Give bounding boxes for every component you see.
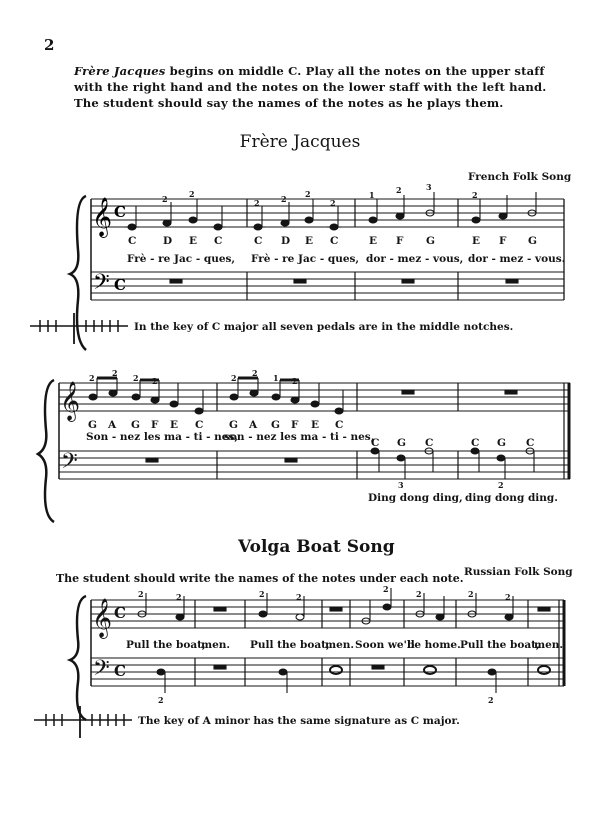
note [128, 224, 136, 230]
lyric: Son - nez les ma - ti - nes, [86, 431, 239, 443]
fingering: 2 [488, 695, 494, 705]
fingering: 1 [273, 373, 279, 383]
lyric: Ding dong ding, [368, 492, 463, 504]
note [163, 220, 171, 226]
note [369, 217, 377, 223]
note-name: G [271, 419, 280, 431]
bass-clef-icon: 𝄢 [61, 449, 78, 479]
note [472, 217, 480, 223]
note-name: E [170, 419, 179, 431]
fingering: 2 [89, 373, 95, 383]
lyric: Pull the boat, [126, 639, 206, 651]
treble-clef-icon: 𝄞 [60, 381, 81, 421]
treble-clef-icon: 𝄞 [92, 598, 113, 638]
note-name: C [471, 437, 480, 449]
lyric: Frè - re Jac - ques, [127, 253, 236, 265]
lyric: men. [201, 639, 231, 651]
lyric: dor - mez - vous, [366, 253, 464, 265]
note-name: E [305, 235, 314, 247]
fingering: 2 [189, 189, 195, 199]
lyric: Frè - re Jac - ques, [251, 253, 360, 265]
page-number: 2 [44, 36, 55, 54]
fingering: 2 [281, 194, 287, 204]
note [396, 213, 404, 219]
whole-rest [170, 279, 182, 283]
lyric: Pull the boat, [250, 639, 330, 651]
note-name: C [195, 419, 204, 431]
fingering: 2 [176, 592, 182, 602]
fingering: 2 [133, 373, 139, 383]
time-signature-bass: C [114, 276, 126, 294]
fingering: 2 [472, 190, 478, 200]
note-name: D [281, 235, 291, 247]
volga-instruction: The student should write the names of the notes under each note. [56, 572, 464, 585]
note-name: G [497, 437, 506, 449]
note [214, 224, 222, 230]
system-brace [70, 196, 86, 350]
fingering: 2 [505, 592, 511, 602]
fingering: 2 [152, 376, 158, 386]
whole-rest [402, 279, 414, 283]
system-brace [38, 380, 54, 522]
song-title-volga: Volga Boat Song [238, 537, 395, 557]
fingering: 2 [112, 368, 118, 378]
system-brace [70, 596, 86, 720]
fingering: 2 [396, 185, 402, 195]
note [254, 224, 262, 230]
fingering: 2 [330, 198, 336, 208]
note-name: F [291, 419, 299, 431]
note-name: C [335, 419, 344, 431]
whole-rest [294, 279, 306, 283]
note-name: G [426, 235, 435, 247]
lyric: dor - mez - vous. [468, 253, 566, 265]
note-name: G [397, 437, 406, 449]
note [305, 217, 313, 223]
note [330, 224, 338, 230]
song-title-frere-jacques: Frère Jacques [239, 132, 361, 152]
bass-clef-icon: 𝄢 [93, 656, 110, 686]
note-name: E [369, 235, 378, 247]
fingering: 2 [231, 373, 237, 383]
note [281, 220, 289, 226]
lyric: Soon we'll [355, 639, 415, 651]
note-name: C [128, 235, 137, 247]
note-name: E [311, 419, 320, 431]
intro-title-ref: Frère Jacques [74, 64, 166, 78]
fingering: 2 [254, 198, 260, 208]
fingering: 2 [416, 589, 422, 599]
fingering: 2 [296, 592, 302, 602]
lyric: son - nez les ma - ti - nes, [224, 431, 375, 443]
song-credit-french: French Folk Song [468, 171, 572, 183]
note-name: C [254, 235, 263, 247]
note-name: C [526, 437, 535, 449]
time-signature: C [114, 604, 126, 622]
note-name: C [425, 437, 434, 449]
fingering: 2 [468, 589, 474, 599]
note-name: A [108, 419, 117, 431]
note-name: C [371, 437, 380, 449]
note-name: G [528, 235, 537, 247]
lyric: be home. [407, 639, 461, 651]
lyric: Pull the boat, [460, 639, 540, 651]
pedal-note-1: In the key of C major all seven pedals are in the middle notches. [134, 321, 514, 333]
note-name: G [88, 419, 97, 431]
note-name: G [229, 419, 238, 431]
time-signature: C [114, 203, 126, 221]
intro-text: begins on middle C. Play all the notes on the upper staff with the right hand and the notes on the lower staff with the left hand. The student should say the names of the notes as he plays them. [74, 64, 547, 110]
fingering: 2 [383, 584, 389, 594]
time-signature-bass: C [114, 662, 126, 680]
lyric: men. [325, 639, 355, 651]
pedal-diagram-icon [34, 706, 132, 738]
note-name: C [214, 235, 223, 247]
note-name: F [151, 419, 159, 431]
fingering: 2 [158, 695, 164, 705]
note-name: E [189, 235, 198, 247]
fingering: 1 [369, 190, 375, 200]
whole-rest [506, 279, 518, 283]
fingering: 3 [398, 480, 404, 490]
note [189, 217, 197, 223]
fingering: 2 [138, 589, 144, 599]
pedal-note-2: The key of A minor has the same signature as C major. [138, 715, 460, 727]
note-name: F [396, 235, 404, 247]
fingering: 2 [259, 589, 265, 599]
note-name: C [330, 235, 339, 247]
treble-clef-icon: 𝄞 [92, 197, 113, 237]
fingering: 2 [305, 189, 311, 199]
fingering: 2 [162, 194, 168, 204]
bass-clef-icon: 𝄢 [93, 270, 110, 300]
lyric: men. [534, 639, 564, 651]
note-name: A [249, 419, 258, 431]
fingering: 3 [426, 182, 432, 192]
lyric: ding dong ding. [465, 492, 558, 504]
note [499, 213, 507, 219]
note-name: D [163, 235, 173, 247]
note-name: F [499, 235, 507, 247]
fingering: 2 [252, 368, 258, 378]
song-credit-russian: Russian Folk Song [464, 566, 573, 578]
note-name: E [472, 235, 481, 247]
fingering: 2 [498, 480, 504, 490]
fingering: 2 [292, 376, 298, 386]
note-name: G [131, 419, 140, 431]
